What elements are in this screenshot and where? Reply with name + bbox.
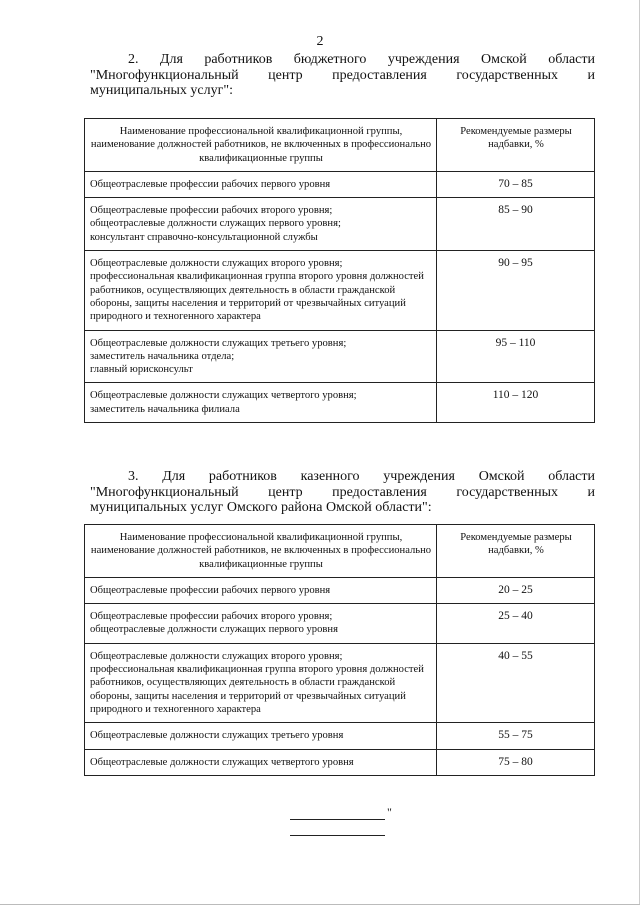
closing-rule-top: [290, 819, 385, 820]
table-header-row: [85, 525, 595, 578]
allowance-value-cell: 90 – 95: [437, 251, 595, 330]
position-name-cell: Общеотраслевые профессии рабочих первого уровня: [85, 577, 437, 603]
position-name-cell: Общеотраслевые профессии рабочих второго уровня; общеотраслевые должности служащих первого уровня: [85, 604, 437, 644]
section-3-line-1: 3. Для работников казенного учреждения Омской области: [128, 469, 595, 484]
section-3-heading: [90, 469, 595, 516]
table-header-row: [85, 119, 595, 172]
allowance-value-cell: 25 – 40: [437, 604, 595, 644]
table-body: [85, 577, 595, 775]
position-name-cell: Общеотраслевые должности служащих третьего уровня: [85, 723, 437, 749]
table-row: [85, 171, 595, 197]
table-row: [85, 251, 595, 330]
table-body: [85, 171, 595, 422]
table-row: [85, 749, 595, 775]
section-3-line-3: муниципальных услуг Омского района Омской области":: [90, 500, 432, 515]
closing-quote: ": [387, 805, 392, 819]
position-name-cell: Общеотраслевые должности служащих четвертого уровня: [85, 749, 437, 775]
allowance-value-cell: 20 – 25: [437, 577, 595, 603]
allowance-value-cell: 110 – 120: [437, 383, 595, 423]
table-row: [85, 330, 595, 383]
header-allowance: Рекомендуемые размеры надбавки, %: [437, 525, 595, 578]
section-2-line-1: 2. Для работников бюджетного учреждения Омской области: [128, 52, 595, 67]
position-name-cell: Общеотраслевые должности служащих второго уровня; профессиональная квалификационная группа второго уровня должностей работников, осуществляющих деятельность в области гражданской обороны, защиты населения и территорий от чрезвычайных ситуаций природного и техногенного характера: [85, 251, 437, 330]
position-name-cell: Общеотраслевые профессии рабочих второго уровня; общеотраслевые должности служащих первого уровня; консультант справочно-консультационной службы: [85, 198, 437, 251]
allowance-value-cell: 85 – 90: [437, 198, 595, 251]
table-row: [85, 723, 595, 749]
allowance-value-cell: 95 – 110: [437, 330, 595, 383]
table-row: [85, 383, 595, 423]
table-row: [85, 577, 595, 603]
table-row: [85, 604, 595, 644]
section-2-line-2: "Многофункциональный центр предоставления государственных и: [90, 67, 595, 83]
table-row: [85, 198, 595, 251]
allowance-value-cell: 55 – 75: [437, 723, 595, 749]
position-name-cell: Общеотраслевые должности служащих четвертого уровня; заместитель начальника филиала: [85, 383, 437, 423]
closing-rule-bottom: [290, 835, 385, 836]
section-3-line-2: "Многофункциональный центр предоставления государственных и: [90, 484, 595, 500]
position-name-cell: Общеотраслевые профессии рабочих первого уровня: [85, 171, 437, 197]
header-position-name: Наименование профессиональной квалификационной группы, наименование должностей работников, не включенных в профессионально квалификационные группы: [85, 525, 437, 578]
allowance-table-budget: [84, 118, 595, 423]
page-number: 2: [316, 34, 324, 49]
section-2-line-3: муниципальных услуг":: [90, 83, 233, 98]
section-2-heading: [90, 52, 595, 99]
table-row: [85, 643, 595, 722]
allowance-value-cell: 75 – 80: [437, 749, 595, 775]
allowance-value-cell: 40 – 55: [437, 643, 595, 722]
header-allowance: Рекомендуемые размеры надбавки, %: [437, 119, 595, 172]
allowance-table-state: [84, 524, 595, 776]
header-position-name: Наименование профессиональной квалификационной группы, наименование должностей работников, не включенных в профессионально квалификационные группы: [85, 119, 437, 172]
position-name-cell: Общеотраслевые должности служащих третьего уровня; заместитель начальника отдела; главный юрисконсульт: [85, 330, 437, 383]
allowance-value-cell: 70 – 85: [437, 171, 595, 197]
position-name-cell: Общеотраслевые должности служащих второго уровня; профессиональная квалификационная группа второго уровня должностей работников, осуществляющих деятельность в области гражданской обороны, защиты населения и территорий от чрезвычайных ситуаций природного и техногенного характера: [85, 643, 437, 722]
